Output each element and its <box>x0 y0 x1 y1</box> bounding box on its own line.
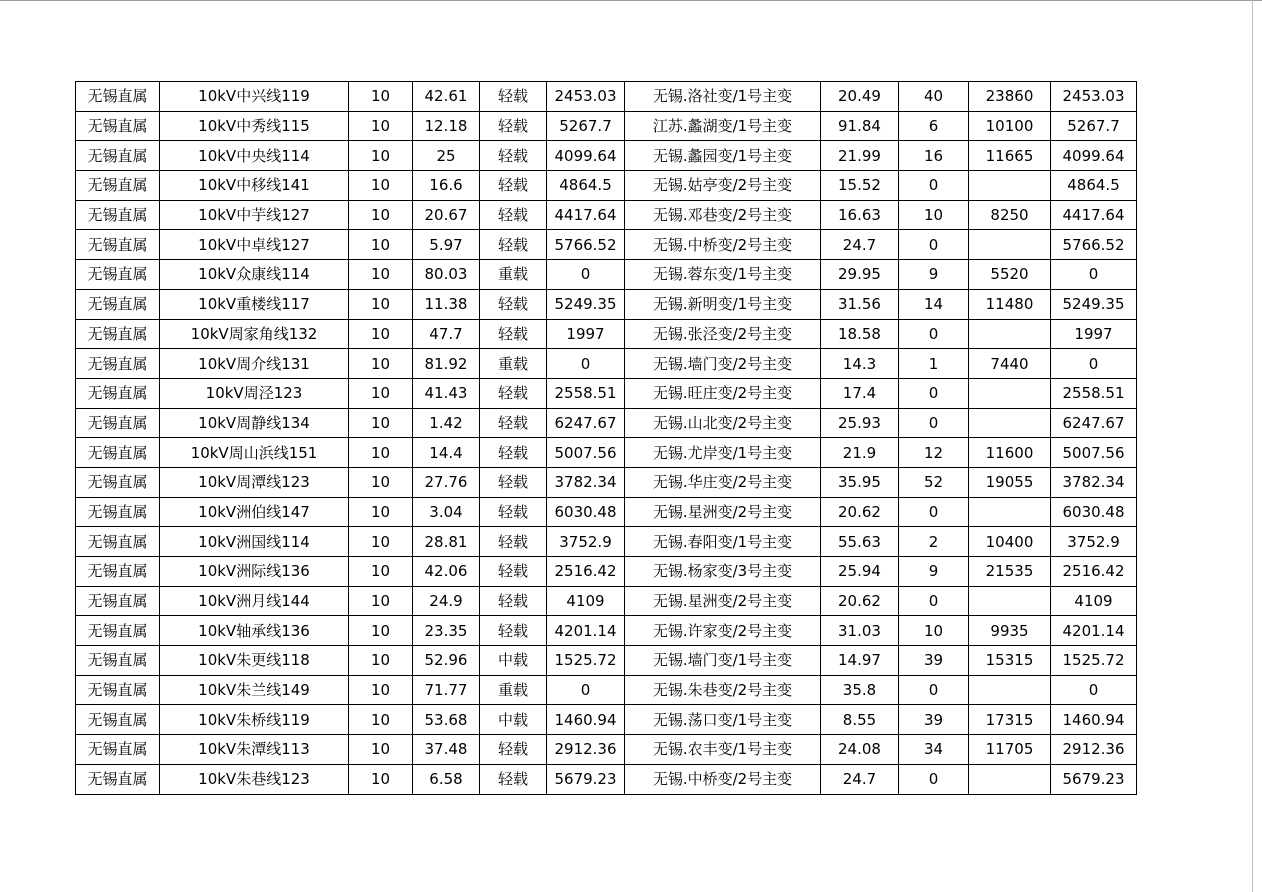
table-row <box>76 735 1137 765</box>
user-capacity-cell: 17315 <box>969 705 1051 735</box>
available-capacity-cell: 0 <box>547 675 625 705</box>
line-name-cell: 10kV洲际线136 <box>160 557 349 587</box>
unit-cell: 无锡直属 <box>76 646 160 676</box>
voltage-cell: 10 <box>349 675 413 705</box>
load-status-cell: 重载 <box>480 260 547 290</box>
available-capacity-cell: 1525.72 <box>547 646 625 676</box>
unit-cell: 无锡直属 <box>76 438 160 468</box>
table-row <box>76 438 1137 468</box>
line-name-cell: 10kV周家角线132 <box>160 319 349 349</box>
transformer-load-rate-cell: 16.63 <box>821 200 899 230</box>
transformer-cell: 无锡.朱巷变/2号主变 <box>625 675 821 705</box>
remaining-capacity-cell: 2453.03 <box>1051 82 1137 112</box>
table-row <box>76 497 1137 527</box>
available-capacity-cell: 2516.42 <box>547 557 625 587</box>
load-rate-cell: 42.06 <box>413 557 480 587</box>
load-status-cell: 轻载 <box>480 586 547 616</box>
remaining-capacity-cell: 2516.42 <box>1051 557 1137 587</box>
available-capacity-cell: 3752.9 <box>547 527 625 557</box>
load-rate-cell: 24.9 <box>413 586 480 616</box>
line-name-cell: 10kV中央线114 <box>160 141 349 171</box>
voltage-cell: 10 <box>349 260 413 290</box>
load-rate-cell: 5.97 <box>413 230 480 260</box>
available-capacity-cell: 5007.56 <box>547 438 625 468</box>
table-row <box>76 141 1137 171</box>
transformer-cell: 无锡.蠡园变/1号主变 <box>625 141 821 171</box>
transformer-cell: 无锡.杨家变/3号主变 <box>625 557 821 587</box>
transformer-load-rate-cell: 55.63 <box>821 527 899 557</box>
user-count-cell: 10 <box>899 200 969 230</box>
load-rate-cell: 41.43 <box>413 378 480 408</box>
user-count-cell: 0 <box>899 378 969 408</box>
user-count-cell: 12 <box>899 438 969 468</box>
transformer-cell: 无锡.洛社变/1号主变 <box>625 82 821 112</box>
load-rate-cell: 42.61 <box>413 82 480 112</box>
remaining-capacity-cell: 5249.35 <box>1051 289 1137 319</box>
voltage-cell: 10 <box>349 408 413 438</box>
user-count-cell: 9 <box>899 260 969 290</box>
transformer-load-rate-cell: 17.4 <box>821 378 899 408</box>
remaining-capacity-cell: 6247.67 <box>1051 408 1137 438</box>
transformer-cell: 无锡.张泾变/2号主变 <box>625 319 821 349</box>
transformer-cell: 无锡.许家变/2号主变 <box>625 616 821 646</box>
transformer-load-rate-cell: 15.52 <box>821 171 899 201</box>
user-capacity-cell: 10400 <box>969 527 1051 557</box>
data-table <box>75 81 1137 795</box>
voltage-cell: 10 <box>349 735 413 765</box>
user-capacity-cell: 23860 <box>969 82 1051 112</box>
unit-cell: 无锡直属 <box>76 705 160 735</box>
transformer-cell: 无锡.华庄变/2号主变 <box>625 467 821 497</box>
page-top-border <box>0 0 1262 1</box>
table-row <box>76 586 1137 616</box>
table-row <box>76 675 1137 705</box>
transformer-load-rate-cell: 24.08 <box>821 735 899 765</box>
transformer-cell: 无锡.荡口变/1号主变 <box>625 705 821 735</box>
remaining-capacity-cell: 5267.7 <box>1051 111 1137 141</box>
user-count-cell: 10 <box>899 616 969 646</box>
transformer-cell: 无锡.春阳变/1号主变 <box>625 527 821 557</box>
table-row <box>76 111 1137 141</box>
transformer-load-rate-cell: 14.3 <box>821 349 899 379</box>
remaining-capacity-cell: 4417.64 <box>1051 200 1137 230</box>
unit-cell: 无锡直属 <box>76 497 160 527</box>
user-count-cell: 0 <box>899 171 969 201</box>
user-count-cell: 1 <box>899 349 969 379</box>
load-rate-cell: 25 <box>413 141 480 171</box>
table-row <box>76 764 1137 794</box>
table-row <box>76 616 1137 646</box>
transformer-load-rate-cell: 14.97 <box>821 646 899 676</box>
remaining-capacity-cell: 0 <box>1051 349 1137 379</box>
user-count-cell: 52 <box>899 467 969 497</box>
load-rate-cell: 12.18 <box>413 111 480 141</box>
user-count-cell: 0 <box>899 319 969 349</box>
user-count-cell: 6 <box>899 111 969 141</box>
line-name-cell: 10kV轴承线136 <box>160 616 349 646</box>
load-status-cell: 轻载 <box>480 616 547 646</box>
line-name-cell: 10kV洲伯线147 <box>160 497 349 527</box>
load-status-cell: 轻载 <box>480 438 547 468</box>
remaining-capacity-cell: 5007.56 <box>1051 438 1137 468</box>
remaining-capacity-cell: 5679.23 <box>1051 764 1137 794</box>
line-name-cell: 10kV中卓线127 <box>160 230 349 260</box>
load-status-cell: 轻载 <box>480 735 547 765</box>
user-capacity-cell <box>969 319 1051 349</box>
line-name-cell: 10kV周山浜线151 <box>160 438 349 468</box>
table-row <box>76 378 1137 408</box>
user-count-cell: 0 <box>899 764 969 794</box>
remaining-capacity-cell: 1525.72 <box>1051 646 1137 676</box>
user-capacity-cell: 11600 <box>969 438 1051 468</box>
line-name-cell: 10kV朱潭线113 <box>160 735 349 765</box>
transformer-cell: 无锡.农丰变/1号主变 <box>625 735 821 765</box>
transformer-load-rate-cell: 20.62 <box>821 586 899 616</box>
load-status-cell: 轻载 <box>480 557 547 587</box>
table-body <box>76 82 1137 795</box>
load-rate-cell: 53.68 <box>413 705 480 735</box>
transformer-load-rate-cell: 24.7 <box>821 230 899 260</box>
available-capacity-cell: 6030.48 <box>547 497 625 527</box>
user-count-cell: 39 <box>899 646 969 676</box>
load-rate-cell: 37.48 <box>413 735 480 765</box>
user-capacity-cell <box>969 230 1051 260</box>
transformer-load-rate-cell: 8.55 <box>821 705 899 735</box>
line-name-cell: 10kV中芋线127 <box>160 200 349 230</box>
line-name-cell: 10kV重楼线117 <box>160 289 349 319</box>
user-capacity-cell: 11705 <box>969 735 1051 765</box>
available-capacity-cell: 0 <box>547 260 625 290</box>
available-capacity-cell: 3782.34 <box>547 467 625 497</box>
table-row <box>76 319 1137 349</box>
available-capacity-cell: 4417.64 <box>547 200 625 230</box>
transformer-load-rate-cell: 20.49 <box>821 82 899 112</box>
unit-cell: 无锡直属 <box>76 616 160 646</box>
load-rate-cell: 71.77 <box>413 675 480 705</box>
voltage-cell: 10 <box>349 230 413 260</box>
load-status-cell: 重载 <box>480 675 547 705</box>
unit-cell: 无锡直属 <box>76 408 160 438</box>
load-status-cell: 轻载 <box>480 764 547 794</box>
remaining-capacity-cell: 3752.9 <box>1051 527 1137 557</box>
user-capacity-cell <box>969 408 1051 438</box>
load-status-cell: 轻载 <box>480 527 547 557</box>
transformer-cell: 江苏.蠡湖变/1号主变 <box>625 111 821 141</box>
table-row <box>76 557 1137 587</box>
voltage-cell: 10 <box>349 141 413 171</box>
voltage-cell: 10 <box>349 349 413 379</box>
unit-cell: 无锡直属 <box>76 467 160 497</box>
available-capacity-cell: 6247.67 <box>547 408 625 438</box>
available-capacity-cell: 1460.94 <box>547 705 625 735</box>
transformer-load-rate-cell: 25.94 <box>821 557 899 587</box>
remaining-capacity-cell: 0 <box>1051 675 1137 705</box>
unit-cell: 无锡直属 <box>76 82 160 112</box>
unit-cell: 无锡直属 <box>76 378 160 408</box>
voltage-cell: 10 <box>349 705 413 735</box>
voltage-cell: 10 <box>349 171 413 201</box>
load-status-cell: 轻载 <box>480 289 547 319</box>
user-count-cell: 39 <box>899 705 969 735</box>
available-capacity-cell: 5766.52 <box>547 230 625 260</box>
load-status-cell: 轻载 <box>480 408 547 438</box>
load-status-cell: 中载 <box>480 646 547 676</box>
voltage-cell: 10 <box>349 646 413 676</box>
line-name-cell: 10kV周泾123 <box>160 378 349 408</box>
user-capacity-cell <box>969 675 1051 705</box>
transformer-cell: 无锡.新明变/1号主变 <box>625 289 821 319</box>
user-capacity-cell <box>969 586 1051 616</box>
load-rate-cell: 28.81 <box>413 527 480 557</box>
transformer-cell: 无锡.墙门变/2号主变 <box>625 349 821 379</box>
available-capacity-cell: 2453.03 <box>547 82 625 112</box>
unit-cell: 无锡直属 <box>76 319 160 349</box>
transformer-load-rate-cell: 25.93 <box>821 408 899 438</box>
user-count-cell: 9 <box>899 557 969 587</box>
unit-cell: 无锡直属 <box>76 289 160 319</box>
user-count-cell: 2 <box>899 527 969 557</box>
transformer-load-rate-cell: 35.8 <box>821 675 899 705</box>
transformer-load-rate-cell: 21.99 <box>821 141 899 171</box>
voltage-cell: 10 <box>349 378 413 408</box>
load-rate-cell: 11.38 <box>413 289 480 319</box>
available-capacity-cell: 5249.35 <box>547 289 625 319</box>
voltage-cell: 10 <box>349 289 413 319</box>
load-rate-cell: 6.58 <box>413 764 480 794</box>
table-row <box>76 527 1137 557</box>
line-name-cell: 10kV周介线131 <box>160 349 349 379</box>
load-status-cell: 轻载 <box>480 171 547 201</box>
table-row <box>76 408 1137 438</box>
remaining-capacity-cell: 4109 <box>1051 586 1137 616</box>
remaining-capacity-cell: 4099.64 <box>1051 141 1137 171</box>
remaining-capacity-cell: 1997 <box>1051 319 1137 349</box>
available-capacity-cell: 1997 <box>547 319 625 349</box>
transformer-cell: 无锡.姑亭变/2号主变 <box>625 171 821 201</box>
transformer-load-rate-cell: 31.56 <box>821 289 899 319</box>
available-capacity-cell: 2558.51 <box>547 378 625 408</box>
user-count-cell: 14 <box>899 289 969 319</box>
line-name-cell: 10kV周潭线123 <box>160 467 349 497</box>
user-count-cell: 0 <box>899 230 969 260</box>
voltage-cell: 10 <box>349 764 413 794</box>
unit-cell: 无锡直属 <box>76 111 160 141</box>
transformer-cell: 无锡.山北变/2号主变 <box>625 408 821 438</box>
load-rate-cell: 80.03 <box>413 260 480 290</box>
load-rate-cell: 81.92 <box>413 349 480 379</box>
load-status-cell: 轻载 <box>480 378 547 408</box>
remaining-capacity-cell: 4864.5 <box>1051 171 1137 201</box>
transformer-load-rate-cell: 91.84 <box>821 111 899 141</box>
user-count-cell: 16 <box>899 141 969 171</box>
table-row <box>76 200 1137 230</box>
load-rate-cell: 27.76 <box>413 467 480 497</box>
user-capacity-cell: 11480 <box>969 289 1051 319</box>
line-name-cell: 10kV中秀线115 <box>160 111 349 141</box>
load-status-cell: 轻载 <box>480 497 547 527</box>
table-row <box>76 171 1137 201</box>
voltage-cell: 10 <box>349 616 413 646</box>
user-capacity-cell <box>969 171 1051 201</box>
load-status-cell: 重载 <box>480 349 547 379</box>
voltage-cell: 10 <box>349 82 413 112</box>
transformer-load-rate-cell: 24.7 <box>821 764 899 794</box>
remaining-capacity-cell: 6030.48 <box>1051 497 1137 527</box>
user-capacity-cell <box>969 497 1051 527</box>
voltage-cell: 10 <box>349 586 413 616</box>
line-name-cell: 10kV洲国线114 <box>160 527 349 557</box>
available-capacity-cell: 4201.14 <box>547 616 625 646</box>
table-row <box>76 82 1137 112</box>
voltage-cell: 10 <box>349 497 413 527</box>
load-status-cell: 轻载 <box>480 230 547 260</box>
voltage-cell: 10 <box>349 557 413 587</box>
transformer-cell: 无锡.中桥变/2号主变 <box>625 230 821 260</box>
transformer-load-rate-cell: 35.95 <box>821 467 899 497</box>
unit-cell: 无锡直属 <box>76 735 160 765</box>
user-capacity-cell: 5520 <box>969 260 1051 290</box>
table-row <box>76 230 1137 260</box>
line-name-cell: 10kV周静线134 <box>160 408 349 438</box>
line-name-cell: 10kV朱兰线149 <box>160 675 349 705</box>
line-name-cell: 10kV中移线141 <box>160 171 349 201</box>
load-rate-cell: 14.4 <box>413 438 480 468</box>
line-name-cell: 10kV朱桥线119 <box>160 705 349 735</box>
unit-cell: 无锡直属 <box>76 586 160 616</box>
available-capacity-cell: 5267.7 <box>547 111 625 141</box>
user-capacity-cell <box>969 764 1051 794</box>
unit-cell: 无锡直属 <box>76 675 160 705</box>
user-capacity-cell: 15315 <box>969 646 1051 676</box>
user-capacity-cell: 10100 <box>969 111 1051 141</box>
unit-cell: 无锡直属 <box>76 557 160 587</box>
load-rate-cell: 47.7 <box>413 319 480 349</box>
load-rate-cell: 16.6 <box>413 171 480 201</box>
table-row <box>76 646 1137 676</box>
voltage-cell: 10 <box>349 111 413 141</box>
load-rate-cell: 23.35 <box>413 616 480 646</box>
transformer-cell: 无锡.星洲变/2号主变 <box>625 497 821 527</box>
transformer-cell: 无锡.邓巷变/2号主变 <box>625 200 821 230</box>
user-count-cell: 0 <box>899 408 969 438</box>
user-capacity-cell: 8250 <box>969 200 1051 230</box>
available-capacity-cell: 4864.5 <box>547 171 625 201</box>
voltage-cell: 10 <box>349 319 413 349</box>
line-name-cell: 10kV朱更线118 <box>160 646 349 676</box>
unit-cell: 无锡直属 <box>76 200 160 230</box>
voltage-cell: 10 <box>349 467 413 497</box>
load-rate-cell: 1.42 <box>413 408 480 438</box>
voltage-cell: 10 <box>349 200 413 230</box>
remaining-capacity-cell: 2558.51 <box>1051 378 1137 408</box>
unit-cell: 无锡直属 <box>76 527 160 557</box>
user-count-cell: 0 <box>899 586 969 616</box>
remaining-capacity-cell: 4201.14 <box>1051 616 1137 646</box>
transformer-cell: 无锡.旺庄变/2号主变 <box>625 378 821 408</box>
available-capacity-cell: 0 <box>547 349 625 379</box>
unit-cell: 无锡直属 <box>76 141 160 171</box>
table-row <box>76 467 1137 497</box>
line-name-cell: 10kV朱巷线123 <box>160 764 349 794</box>
table-row <box>76 705 1137 735</box>
user-capacity-cell: 7440 <box>969 349 1051 379</box>
load-rate-cell: 52.96 <box>413 646 480 676</box>
table-row <box>76 349 1137 379</box>
transformer-load-rate-cell: 20.62 <box>821 497 899 527</box>
voltage-cell: 10 <box>349 527 413 557</box>
transformer-cell: 无锡.星洲变/2号主变 <box>625 586 821 616</box>
user-capacity-cell <box>969 378 1051 408</box>
load-status-cell: 轻载 <box>480 200 547 230</box>
transformer-cell: 无锡.尤岸变/1号主变 <box>625 438 821 468</box>
user-capacity-cell: 9935 <box>969 616 1051 646</box>
line-name-cell: 10kV众康线114 <box>160 260 349 290</box>
available-capacity-cell: 4099.64 <box>547 141 625 171</box>
load-status-cell: 轻载 <box>480 111 547 141</box>
available-capacity-cell: 2912.36 <box>547 735 625 765</box>
user-count-cell: 0 <box>899 497 969 527</box>
line-name-cell: 10kV中兴线119 <box>160 82 349 112</box>
unit-cell: 无锡直属 <box>76 260 160 290</box>
line-name-cell: 10kV洲月线144 <box>160 586 349 616</box>
page-right-border <box>1252 0 1253 892</box>
available-capacity-cell: 5679.23 <box>547 764 625 794</box>
transformer-load-rate-cell: 21.9 <box>821 438 899 468</box>
unit-cell: 无锡直属 <box>76 764 160 794</box>
table-row <box>76 289 1137 319</box>
transformer-load-rate-cell: 29.95 <box>821 260 899 290</box>
unit-cell: 无锡直属 <box>76 171 160 201</box>
transformer-load-rate-cell: 18.58 <box>821 319 899 349</box>
unit-cell: 无锡直属 <box>76 349 160 379</box>
unit-cell: 无锡直属 <box>76 230 160 260</box>
available-capacity-cell: 4109 <box>547 586 625 616</box>
user-count-cell: 40 <box>899 82 969 112</box>
load-rate-cell: 20.67 <box>413 200 480 230</box>
remaining-capacity-cell: 0 <box>1051 260 1137 290</box>
user-capacity-cell: 19055 <box>969 467 1051 497</box>
transformer-cell: 无锡.蓉东变/1号主变 <box>625 260 821 290</box>
user-capacity-cell: 11665 <box>969 141 1051 171</box>
user-capacity-cell: 21535 <box>969 557 1051 587</box>
remaining-capacity-cell: 2912.36 <box>1051 735 1137 765</box>
transformer-cell: 无锡.中桥变/2号主变 <box>625 764 821 794</box>
load-status-cell: 轻载 <box>480 82 547 112</box>
load-rate-cell: 3.04 <box>413 497 480 527</box>
load-status-cell: 轻载 <box>480 141 547 171</box>
load-status-cell: 中载 <box>480 705 547 735</box>
transformer-load-rate-cell: 31.03 <box>821 616 899 646</box>
user-count-cell: 34 <box>899 735 969 765</box>
load-status-cell: 轻载 <box>480 467 547 497</box>
load-status-cell: 轻载 <box>480 319 547 349</box>
remaining-capacity-cell: 5766.52 <box>1051 230 1137 260</box>
remaining-capacity-cell: 1460.94 <box>1051 705 1137 735</box>
transformer-cell: 无锡.墙门变/1号主变 <box>625 646 821 676</box>
remaining-capacity-cell: 3782.34 <box>1051 467 1137 497</box>
voltage-cell: 10 <box>349 438 413 468</box>
table-row <box>76 260 1137 290</box>
user-count-cell: 0 <box>899 675 969 705</box>
